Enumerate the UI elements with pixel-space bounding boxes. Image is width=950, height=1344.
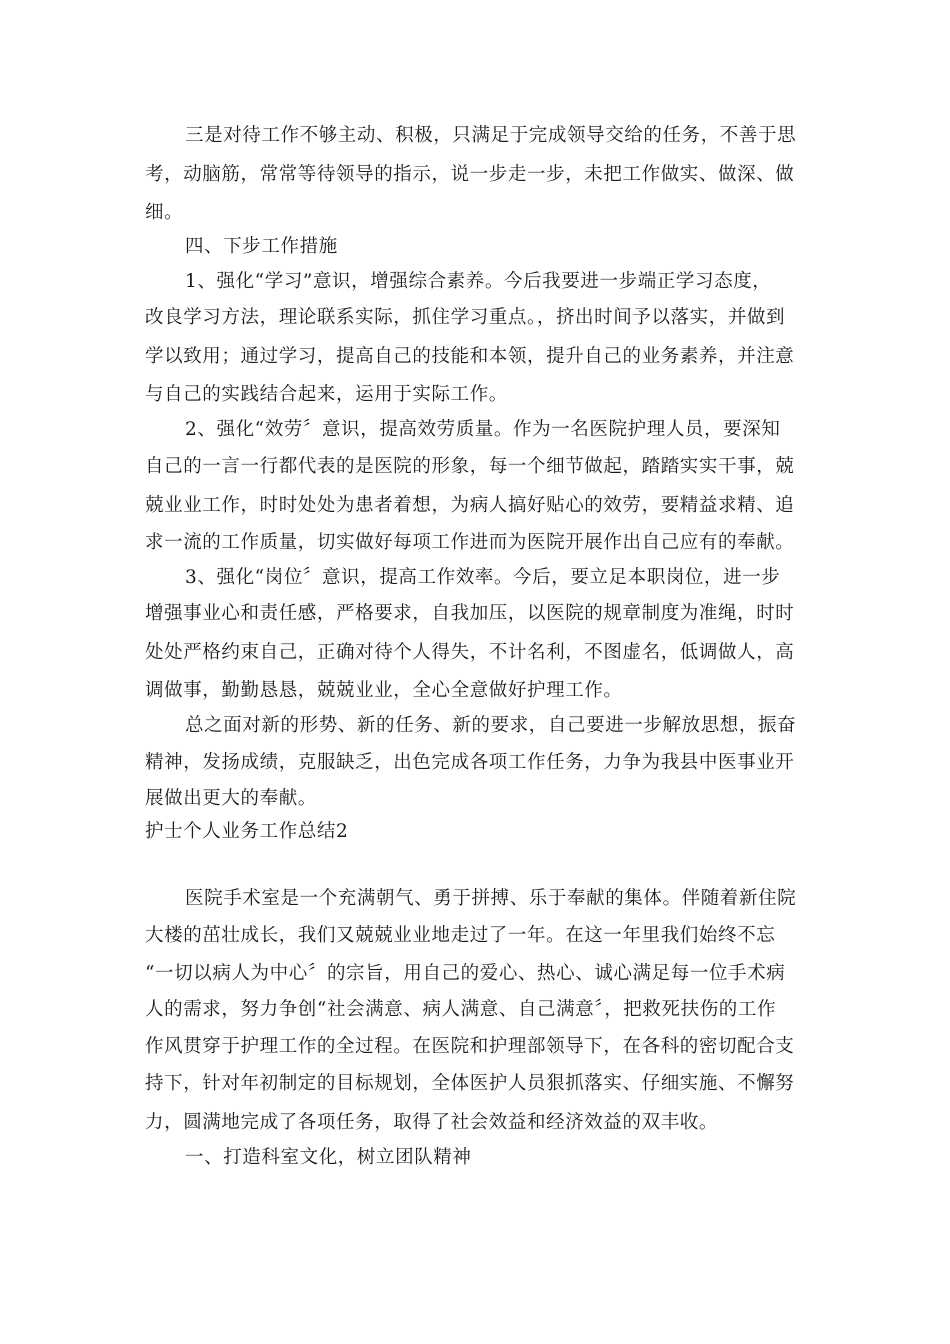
paragraph-line: 细。 [145,202,184,223]
paragraph-line: 精神，发扬成绩，克服缺乏，出色完成各项工作任务，力争为我县中医事业开 [145,752,795,773]
paragraph-line: 医院手术室是一个充满朝气、勇于拼搏、乐于奉献的集体。伴随着新住院 [185,888,797,909]
paragraph-line: 1、强化“学习”意识，增强综合素养。今后我要进一步端正学习态度， [185,271,772,292]
paragraph-line: 人的需求，努力争创“社会满意、病人满意、自己满意〞，把救死扶伤的工作 [145,999,777,1020]
paragraph-line: 求一流的工作质量，切实做好每项工作进而为医院开展作出自己应有的奉献。 [145,532,795,553]
paragraph-line: 学以致用；通过学习，提高自己的技能和本领，提升自己的业务素养，并注意 [145,346,795,367]
paragraph-line: 大楼的茁壮成长，我们又兢兢业业地走过了一年。在这一年里我们始终不忘 [145,925,776,946]
paragraph-line: 三是对待工作不够主动、积极，只满足于完成领导交给的任务，不善于思 [185,125,797,146]
paragraph-line: 处处严格约束自己，正确对待个人得失，不计名利，不图虚名，低调做人，高 [145,642,795,663]
paragraph-line: 2、强化“效劳〞意识，提高效劳质量。作为一名医院护理人员，要深知 [185,419,781,440]
paragraph-line: 自己的一言一行都代表的是医院的形象，每一个细节做起，踏踏实实干事，兢 [145,456,795,477]
paragraph-line: 总之面对新的形势、新的任务、新的要求，自己要进一步解放思想，振奋 [185,715,797,736]
paragraph-line: 改良学习方法，理论联系实际，抓住学习重点。，挤出时间予以落实，并做到 [145,307,786,328]
paragraph-line: 与自己的实践结合起来，运用于实际工作。 [145,384,508,405]
paragraph-line: 力，圆满地完成了各项任务，取得了社会效益和经济效益的双丰收。 [145,1112,719,1133]
section-heading: 四、下步工作措施 [185,236,338,257]
paragraph-line: 3、强化“岗位〞意识，提高工作效率。今后，要立足本职岗位，进一步 [185,567,781,588]
paragraph-line: 持下，针对年初制定的目标规划，全体医护人员狠抓落实、仔细实施、不懈努 [145,1073,795,1094]
paragraph-line: 考，动脑筋，常常等待领导的指示，说一步走一步，未把工作做实、做深、做 [145,164,795,185]
paragraph-line: 作风贯穿于护理工作的全过程。在医院和护理部领导下，在各科的密切配合支 [145,1036,795,1057]
paragraph-line: “一切以病人为中心〞的宗旨，用自己的爱心、热心、诚心满足每一位手术病 [145,963,786,984]
paragraph-line: 展做出更大的奉献。 [145,788,317,809]
paragraph-line: 增强事业心和责任感，严格要求，自我加压，以医院的规章制度为准绳，时时 [145,603,795,624]
paragraph-line: 兢业业工作，时时处处为患者着想，为病人搞好贴心的效劳，要精益求精、追 [145,495,795,516]
section-heading: 一、打造科室文化，树立团队精神 [185,1147,472,1168]
paragraph-line: 调做事，勤勤恳恳，兢兢业业，全心全意做好护理工作。 [145,680,623,701]
document-title: 护士个人业务工作总结2 [145,821,349,842]
